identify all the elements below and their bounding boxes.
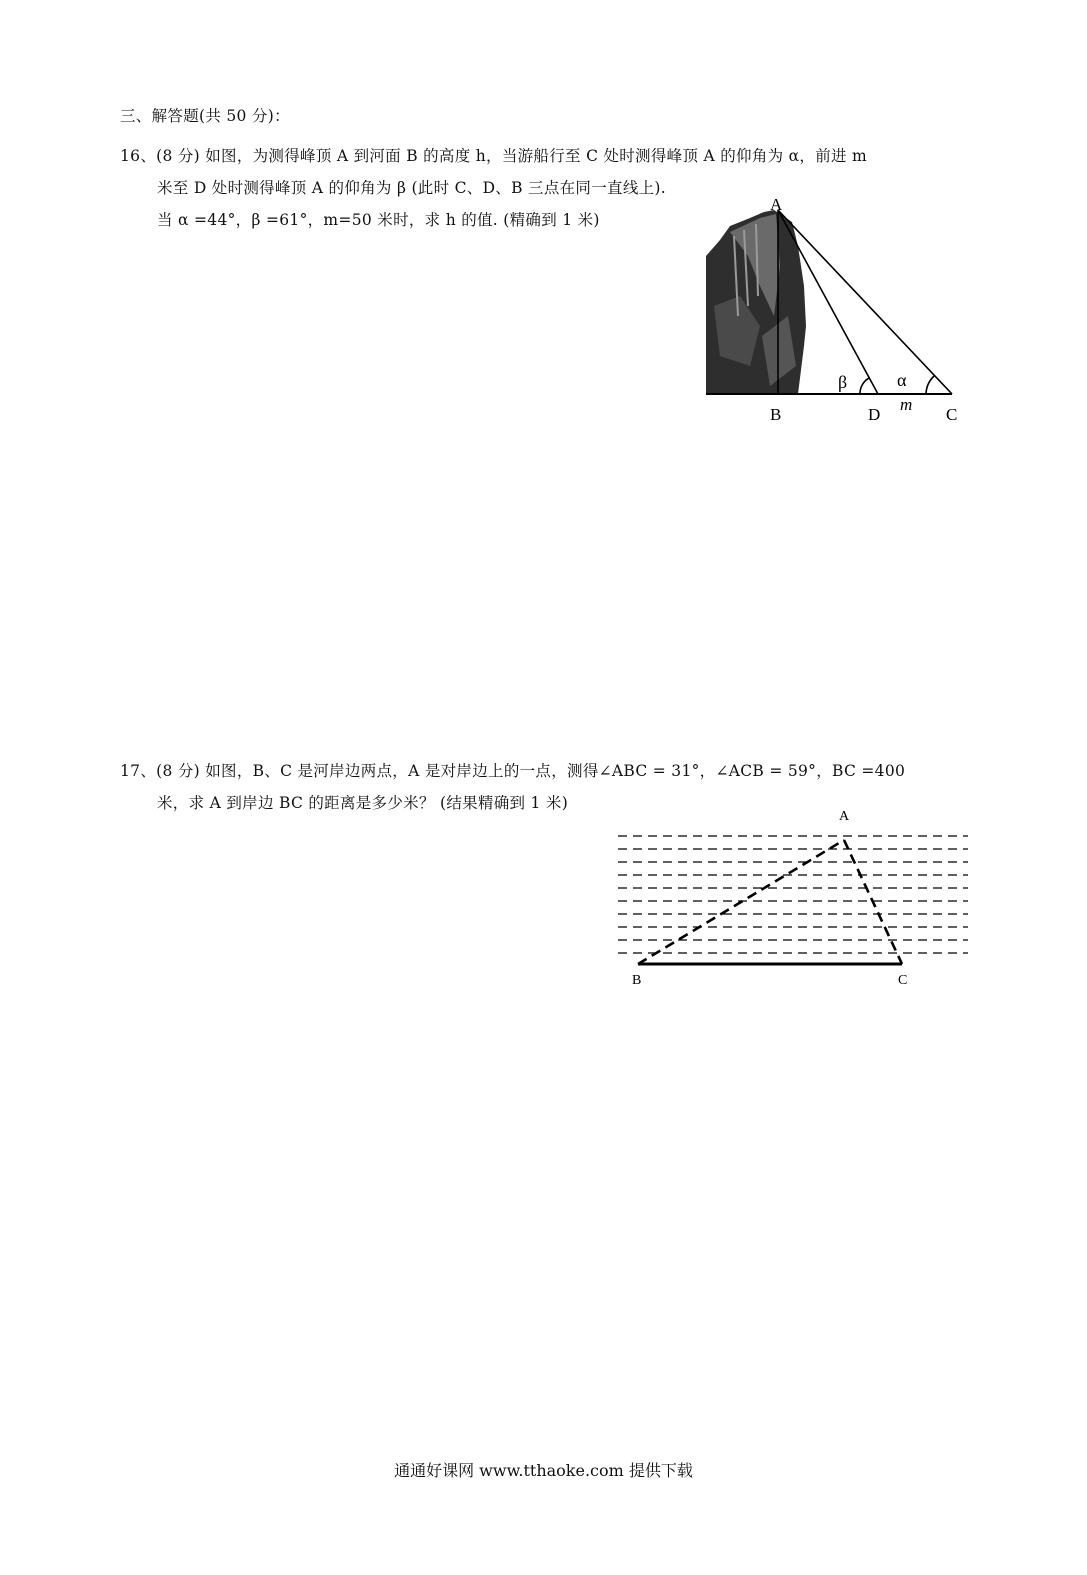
problem-16-line-3: 当 α =44°，β =61°，m=50 米时，求 h 的值. (精确到 1 米): [157, 211, 600, 229]
page-footer: 通通好课网 www.tthaoke.com 提供下载: [394, 1461, 693, 1480]
problem-17-line-2: 米，求 A 到岸边 BC 的距离是多少米？ (结果精确到 1 米): [157, 794, 569, 812]
section-heading: 三、解答题(共 50 分)：: [120, 107, 290, 125]
side-ab: [638, 840, 844, 964]
label-c: C: [946, 405, 958, 424]
label-alpha: α: [897, 370, 907, 390]
angle-arc-beta: [860, 378, 869, 394]
cliff-image: [706, 210, 806, 394]
label-a: A: [839, 809, 850, 824]
label-a: A: [770, 196, 783, 214]
cliff-figure: [700, 196, 972, 430]
water-hatching: [618, 836, 968, 953]
label-b: B: [632, 973, 642, 988]
label-beta: β: [838, 372, 848, 392]
problem-17-line-1: 17、(8 分) 如图，B、C 是河岸边两点，A 是对岸边上的一点，测得∠ABC = 31°，∠ACB = 59°，BC =400: [120, 762, 906, 780]
label-c: C: [898, 973, 908, 988]
label-m: m: [900, 395, 913, 414]
problem-16-line-2: 米至 D 处时测得峰顶 A 的仰角为 β (此时 C、D、B 三点在同一直线上).: [157, 179, 666, 197]
river-figure: [612, 804, 978, 996]
label-b: B: [770, 405, 782, 424]
label-d: D: [868, 405, 881, 424]
side-ac: [844, 840, 902, 964]
problem-16-line-1: 16、(8 分) 如图，为测得峰顶 A 到河面 B 的高度 h，当游船行至 C 处时测得峰顶 A 的仰角为 α，前进 m: [120, 147, 868, 165]
angle-arc-alpha: [926, 376, 934, 394]
